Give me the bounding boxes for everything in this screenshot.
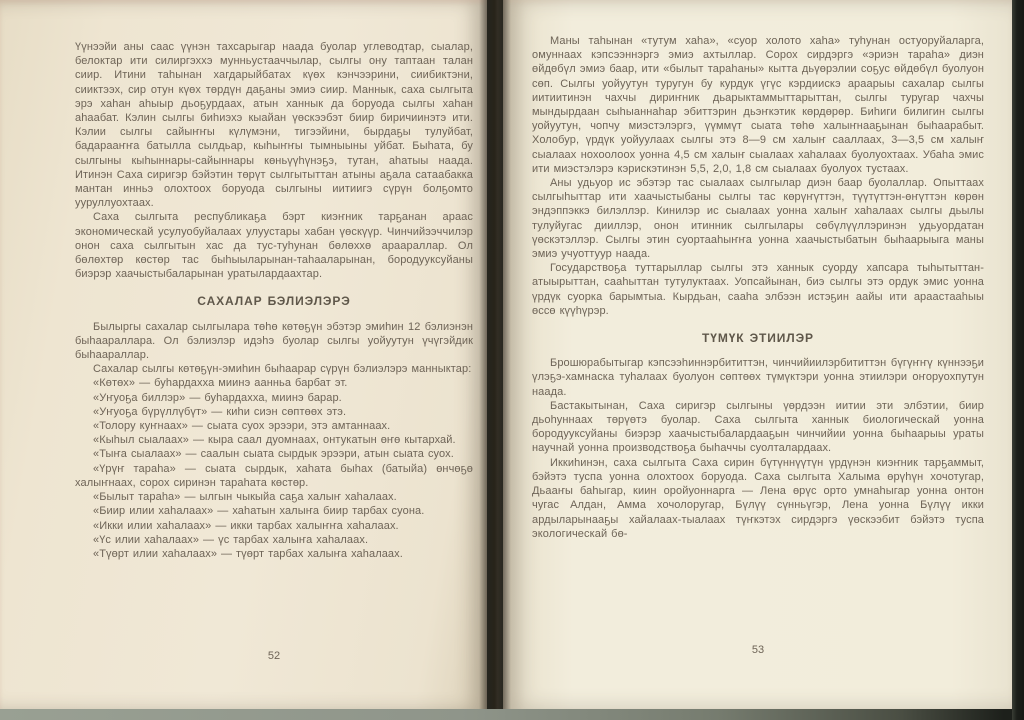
list-item: «Үрүҥ тараһа» — сыата сырдык, хаһата быһах (батыйа) өнчөҕө халыҥнаах, сорох сиринэн тараһата көстөр. (75, 462, 473, 489)
list-item: «Уҥуоҕа биллэр» — буһардахха, миинэ барар. (93, 391, 342, 404)
page-right-text-column (532, 34, 984, 541)
page-number: 52 (267, 650, 281, 662)
list-item: «Биир илии хаһалаах» — хаһатын халыҥа биир тарбах суона. (93, 505, 425, 518)
photo-background-right-edge (1012, 0, 1024, 720)
paragraph: Иккиһинэн, саха сылгыта Саха сирин бүтүннүүтүн үрдүнэн киэҥник тарҕаммыт, бэйэтэ туспа уонна олохтоох боруода. Саха сылгыта Халыма өрүһүн хочотугар, Дьааҥы баһыгар, киин оройуоннарга — Лена өрүс орто умнаһыгар уонна онтон чугас Алдан, Амма хочолоругар, Бүлүү сүнньүгэр, Лена уонна Бүлүү икки ардыларынааҕы хайалаах-тыалаах түҥкэтэх сирдэргэ үөскээбит бэйэтэ туспа экологическай бө- (532, 456, 984, 540)
paragraph: Маны таһынан «тутум хаһа», «суор холото хаһа» туһунан остуоруйаларга, омуннаах кэпсээннэргэ эмиэ ахтыллар. Сорох сирдэргэ «эриэн тараһа» диэн өйдөбүл эмиэ баар, ити «былыт тараһаны» кытта дьүөрэлии соҕус өйдөбүл буолуон сөп. Сылгы уойуутун туругун бу курдук үгүс кэрдиискэ араарыы сахалар сылгы иитиитинэн чахчы дириҥник дьарыктаммыттарыттан, сылгы туругар чахчы мындырдаан сыһыаннаһар эбиттэрин дьэҥкэтик көрдөрөр. Биһиги билигин сылгы уойуутун, чопчу миэстэлэргэ, үүммүт сыата төһө халыҥнааҕынан быһаарабыт. Холобур, үрдүк уойуулаах сылгы этэ 8—9 см халыҥ сааллаах, 3—3,5 см халыҥ сыалаах нохоолоох уонна 4,5 см халыҥ сыалаах хаһалаах буолуохтаах. Убаһа эмис ити миэстэлэрэ кэрискэтинэн 5,5, 2,0, 1,8 см сыалаах буолуох тустаах. (532, 35, 984, 175)
list-item: «Икки илии хаһалаах» — икки тарбах халыҥҥа хаһалаах. (93, 519, 399, 532)
book-spine-shadow (479, 0, 511, 712)
section-heading: ТҮМҮК ЭТИИЛЭР (702, 331, 814, 346)
book-bottom-edge (0, 709, 1024, 720)
page-left-text-column (75, 40, 473, 561)
paragraph: Саха сылгыта республикаҕа бэрт киэҥник тарҕанан араас экономическай усулуобуйалаах улуустары хабан үөскүүр. Чинчийээччилэр онон саха сылгытын хас да тус-туһунан бөлөххө араараллар. Ол бөлөхтөр көстөр тас быһыыларынан-таһааларынан, бородууксуйаны биэрэр хаачыстыбаларынан уратылардаахтар. (75, 211, 473, 281)
paragraph: Бастакытынан, Саха сиригэр сылгыны үөрдээн иитии эти элбэтии, биир дьоһуннаах төрүөтэ буолар. Саха сылгыта ханнык биологическай уонна бородууксуйаны биэрэр хаачыстыбалардааҕын чинчийии уонна быһаарыы ураты научнай уонна производствоҕа быһаччы суолталардаах. (532, 399, 984, 455)
list-item: «Толору куҥнаах» — сыата суох эрээри, этэ амтаннаах. (93, 420, 391, 433)
list-item: «Көтөх» — буһардахха миинэ аанньа барбат эт. (93, 377, 348, 390)
list-item: «Былыт тараһа» — ылгын чыкыйа саҕа халыҥ хаһалаах. (93, 491, 397, 504)
paragraph: Государствоҕа туттарыллар сылгы этэ ханнык суорду хапсара тыһытыттан-атыырыттан, сааһыттан тутулуктаах. Уопсайынан, биэ сылгы этэ ордук эмис уонна үрдүк суорка барымтыа. Кырдьан, сааһа элбээн истэҕин аайы ити араастааһыы өссө күүһүрэр. (532, 262, 984, 317)
list-item: «Кыһыл сыалаах» — кыра саал дуомнаах, онтукатын өҥө кытархай. (93, 434, 456, 447)
section-heading: САХАЛАР БЭЛИЭЛЭРЭ (197, 294, 351, 309)
paragraph: Брошюрабытыгар кэпсээһиннэрбититтэн, чинчийиилэрбититтэн бүгүҥҥү күннээҕи үлэҕэ-хамнаска туһалаах буолуон сөптөөх түмүктэри уонна этиилэри оҥоруохпутун наада. (532, 357, 984, 398)
page-left (0, 0, 487, 711)
list-item: «Тыҥа сыалаах» — саалын сыата сырдык эрээри, атын сыата суох. (93, 448, 454, 461)
page-right (503, 0, 1012, 709)
paragraph: Былыргы сахалар сылгылара төһө көтөҕүн эбэтэр эмиһин 12 бэлиэнэн быһаараллара. Ол бэлиэлэр идэһэ буолар сылгы уойуутун үчүгэйдик быһаараллар. (75, 320, 473, 362)
paragraph: Аны удьуор ис эбэтэр тас сыалаах сылгылар диэн баар буолаллар. Опыттаах сылгыһыттар ити хаачыстыбаны сылгы тас көрүҥүттэн, түүтүттэн-өҥүттэн көрөн эндэппэккэ билэллэр. Кинилэр ис сыалаах уонна халыҥ хаһалаах сылгы дьылы тулуйугас дииллэр, онон итинник сылгылары сөбүлүүллэринэн удьуордатан үөскэтэллэр. Сылгы этин суортааһыҥҥа уонна хаачыстыбатын быһаарыыга маны эмиэ учуоттуур наада. (532, 177, 984, 261)
list-item: «Үс илии хаһалаах» — үс тарбах халыҥа хаһалаах. (93, 533, 369, 546)
list-item: «Түөрт илии хаһалаах» — түөрт тарбах халыҥа хаһалаах. (93, 547, 403, 560)
paragraph: Сахалар сылгы көтөҕүн-эмиһин быһаарар сүрүн бэлиэлэрэ манныктар: (93, 363, 472, 376)
paragraph: Үүнээйи аны саас үүнэн тахсарыгар наада буолар углеводтар, сыалар, белоктар ити силиргэххэ мунньустааччылар, сылгы ону таптаан талан сиир. Итини таһынан хагдарыйбатах күөх кэнчээрини, сиибиктэни, сииктээх, сир отун күөх төрдүн даҕаны эмиэ сиир. Маннык, саха сылгыта эрэ хаһан аһыыр дьоҕурдаах, атын ханнык да боруода сылгы хаһан аһаабат. Кэлин сылгы биһиэхэ кыайан үөскээбэт биир биричиинэтэ ити. Кэлии сылгы сайыҥҥы күлүмэни, тигээйини, бырдаҕы тулуйбат, бадарааҥҥа батылла сылдьар, кыһыҥҥы тымныыны уйбат. Быһата, бу сылгыны кыһыннары-сайыннары көньүүһүнэҕэ, тутан, аһатыы наада. Итинэн Саха сиригэр бэйэтин төрүт сылгытыттан атыны аҕала сатаабакка мантан инньэ олохтоох боруода сылгыны иитиигэ сүрүн болҕомто ууруллуохтаах. (75, 41, 473, 210)
page-number: 53 (751, 644, 765, 656)
list-item: «Уҥуоҕа бүрүллүбүт» — киһи сиэн сөптөөх этэ. (93, 405, 347, 418)
